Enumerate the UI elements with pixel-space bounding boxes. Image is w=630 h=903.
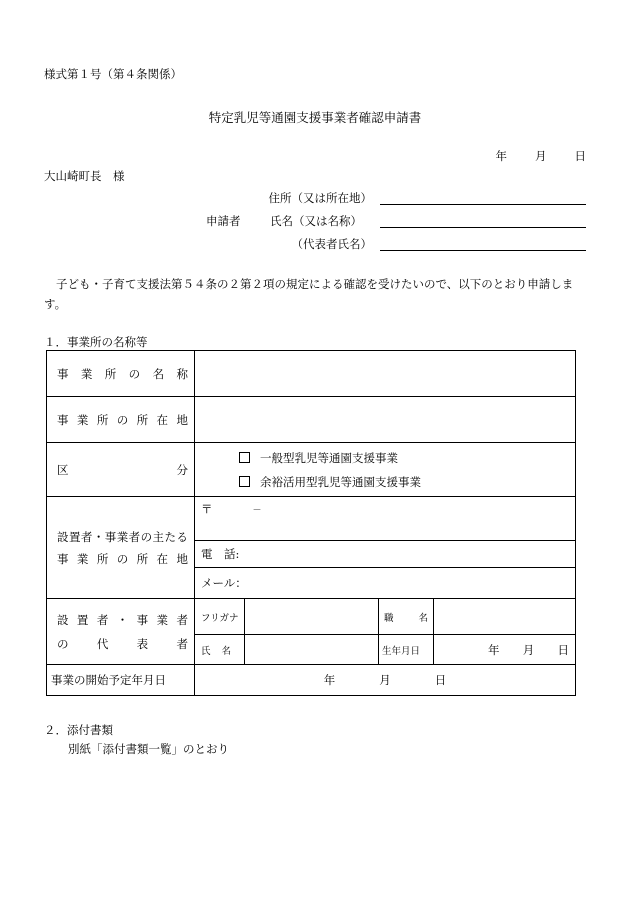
email-label: メール： (201, 576, 247, 590)
applicant-address-field[interactable] (380, 190, 586, 205)
postal-dash: － (252, 506, 262, 516)
label-char: 者 (80, 529, 93, 544)
birthdate-field[interactable]: 年 月 日 (434, 635, 576, 665)
label-char: 者 (128, 529, 141, 544)
label-char: 表 (136, 636, 149, 651)
date-line (496, 148, 587, 164)
category-options (195, 443, 576, 497)
label-char: 者 (176, 636, 188, 651)
applicant-address-label: 住所（又は所在地） (268, 191, 372, 205)
label-char: 事 (104, 529, 117, 544)
label-char: の (116, 412, 129, 427)
label-char: 設 (57, 612, 69, 627)
birthdate-label: 生年月日 (379, 635, 434, 665)
label-char: る (176, 529, 188, 544)
checkbox-icon[interactable] (239, 452, 250, 463)
phone-label: 電 話: (201, 547, 240, 561)
label-char: ・ (116, 612, 129, 627)
label-char: の (116, 551, 129, 566)
label-char: 在 (156, 551, 169, 566)
label-char: の (128, 366, 141, 381)
postal-field[interactable] (195, 497, 576, 541)
start-date-field[interactable]: 年 月 日 (195, 665, 576, 696)
furigana-field[interactable] (245, 599, 379, 635)
attachment-note: 別紙「添付書類一覧」のとおり (68, 742, 229, 756)
furigana-label: フリガナ (195, 599, 245, 635)
document-title: 特定乳児等通園支援事業者確認申請書 (208, 110, 422, 125)
label-char: 事 (57, 412, 69, 427)
applicant-word: 申請者 (206, 214, 241, 228)
date-year: 年 (495, 149, 507, 163)
shokumei-field[interactable] (434, 599, 576, 635)
body-text: 子ども・子育て支援法第５４条の２第２項の規定による確認を受けたいので、以下のとおり申請します。 (44, 277, 574, 311)
owner-address-label (47, 497, 195, 599)
label-char: 事 (57, 551, 69, 566)
start-date-label: 事業の開始予定年月日 (47, 665, 195, 696)
label-char: 所 (104, 366, 117, 381)
facility-table (46, 350, 576, 696)
label-char: の (57, 636, 69, 651)
label-char: 業 (80, 366, 93, 381)
phone-field[interactable] (195, 541, 576, 568)
postal-mark: 〒 (201, 502, 213, 516)
date-day: 日 (574, 149, 586, 163)
label-char: 事 (57, 366, 69, 381)
label-char: 者 (96, 612, 109, 627)
applicant-address-row (0, 190, 630, 210)
label-char: 置 (76, 612, 89, 627)
applicant-rep-field[interactable] (380, 236, 586, 251)
facility-location-label (47, 397, 195, 443)
label-char: 在 (156, 412, 169, 427)
label-char: 業 (116, 529, 129, 544)
representative-label (47, 599, 195, 665)
label-char: た (164, 529, 176, 544)
label-char: 業 (156, 612, 169, 627)
category-option-surplus[interactable]: 余裕活用型乳児等通園支援事業 (195, 470, 575, 494)
label-char: の (140, 529, 153, 544)
label-char: 区 (57, 462, 69, 477)
label-char: 主 (152, 529, 164, 544)
label-char: 職 (384, 612, 394, 624)
applicant-name-field[interactable] (380, 213, 586, 228)
label-char: 事 (136, 612, 149, 627)
label-char: 代 (96, 636, 109, 651)
label-char: 所 (96, 412, 109, 427)
label-char: 所 (96, 551, 109, 566)
label-char: 所 (136, 551, 149, 566)
form-number: 様式第１号（第４条関係） (44, 67, 182, 81)
facility-name-label (47, 351, 195, 397)
shimei-label (195, 635, 245, 665)
label-char: 置 (68, 529, 81, 544)
date-month: 月 (535, 149, 547, 163)
label-char: 分 (176, 462, 188, 477)
label-char: 氏 (201, 645, 211, 657)
label-char: 設 (57, 529, 69, 544)
section1-heading: １．事業所の名称等 (44, 335, 148, 349)
addressee: 大山崎町長 様 (44, 169, 125, 183)
shimei-field[interactable] (245, 635, 379, 665)
applicant-rep-label: （代表者氏名） (291, 237, 372, 251)
label-char: 地 (176, 412, 188, 427)
label-char: 名 (221, 645, 231, 657)
label-char: 業 (76, 412, 89, 427)
email-field[interactable] (195, 568, 576, 599)
shokumei-label (379, 599, 434, 635)
category-label (47, 443, 195, 497)
label-char: 所 (136, 412, 149, 427)
section2-heading: ２．添付書類 (44, 723, 113, 737)
checkbox-icon[interactable] (239, 476, 250, 487)
label-char: 者 (176, 612, 188, 627)
facility-location-field[interactable] (195, 397, 576, 443)
label-char: 称 (176, 366, 188, 381)
applicant-name-label: 氏名（又は名称） (270, 214, 362, 228)
label-char: 名 (418, 612, 428, 624)
applicant-name-row (0, 213, 630, 233)
label-char: 業 (76, 551, 89, 566)
category-option-general[interactable]: 一般型乳児等通園支援事業 (195, 446, 575, 470)
label-char: 名 (152, 366, 165, 381)
label-char: ・ (92, 529, 105, 544)
facility-name-field[interactable] (195, 351, 576, 397)
applicant-rep-row (0, 236, 630, 256)
label-char: 地 (176, 551, 188, 566)
